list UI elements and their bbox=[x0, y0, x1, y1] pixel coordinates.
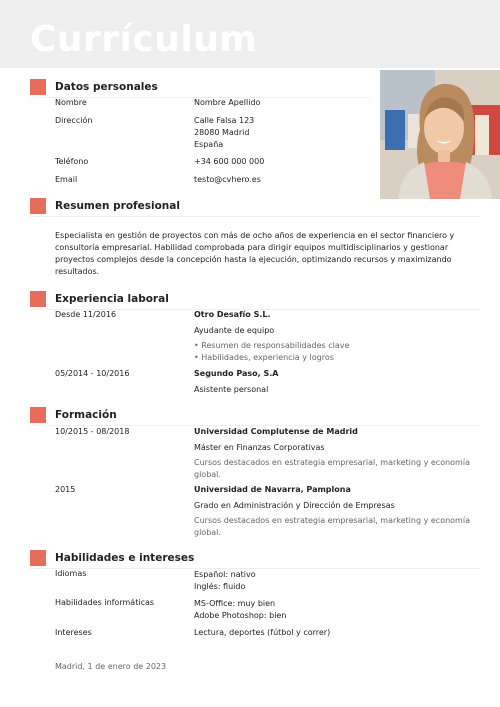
education-degree: Máster en Finanzas Corporativas bbox=[194, 443, 325, 452]
education-note: Cursos destacados en estrategia empresarial, marketing y economía global. bbox=[194, 516, 470, 537]
section-marker bbox=[30, 550, 46, 566]
education-note: Cursos destacados en estrategia empresarial, marketing y economía global. bbox=[194, 458, 470, 479]
phone-label: Teléfono bbox=[55, 157, 89, 166]
languages-value: Inglés: fluido bbox=[194, 582, 246, 591]
education-school: Universidad Complutense de Madrid bbox=[194, 427, 358, 436]
interests-label: Intereses bbox=[55, 628, 92, 637]
portrait-photo bbox=[380, 70, 500, 199]
email-value[interactable]: testo@cvhero.es bbox=[194, 175, 261, 184]
education-degree: Grado en Administración y Dirección de Empresas bbox=[194, 501, 395, 510]
address-line-2: 28080 Madrid bbox=[194, 128, 250, 137]
phone-value: +34 600 000 000 bbox=[194, 157, 265, 166]
it-skills-value: MS-Office: muy bien bbox=[194, 599, 276, 608]
job-bullet: • Habilidades, experiencia y logros bbox=[194, 353, 334, 362]
job-company: Segundo Paso, S.A bbox=[194, 369, 279, 378]
name-value: Nombre Apellido bbox=[194, 98, 261, 107]
education-dates: 2015 bbox=[55, 485, 76, 494]
section-title: Experiencia laboral bbox=[55, 293, 169, 305]
education-dates: 10/2015 - 08/2018 bbox=[55, 427, 130, 436]
name-label: Nombre bbox=[55, 98, 87, 107]
email-label: Email bbox=[55, 175, 78, 184]
education-school: Universidad de Navarra, Pamplona bbox=[194, 485, 351, 494]
section-title: Habilidades e intereses bbox=[55, 552, 195, 564]
job-company: Otro Desafío S.L. bbox=[194, 310, 271, 319]
job-dates: Desde 11/2016 bbox=[55, 310, 117, 319]
portrait-photo-image bbox=[380, 70, 500, 199]
address-line-1: Calle Falsa 123 bbox=[194, 116, 255, 125]
languages-value: Español: nativo bbox=[194, 570, 256, 579]
section-title: Resumen profesional bbox=[55, 200, 180, 212]
section-title: Datos personales bbox=[55, 81, 158, 93]
job-dates: 05/2014 - 10/2016 bbox=[55, 369, 130, 378]
job-role: Ayudante de equipo bbox=[194, 326, 275, 335]
it-skills-value: Adobe Photoshop: bien bbox=[194, 611, 287, 620]
section-marker bbox=[30, 291, 46, 307]
address-line-3: España bbox=[194, 140, 224, 149]
interests-value: Lectura, deportes (fútbol y correr) bbox=[194, 628, 331, 637]
place-date: Madrid, 1 de enero de 2023 bbox=[55, 662, 167, 671]
page-title: Currículum bbox=[30, 19, 258, 60]
section-title: Formación bbox=[55, 409, 117, 421]
header-banner bbox=[0, 0, 500, 68]
address-label: Dirección bbox=[55, 116, 93, 125]
job-role: Asistente personal bbox=[194, 385, 269, 394]
section-marker bbox=[30, 407, 46, 423]
job-bullet: • Resumen de responsabilidades clave bbox=[194, 341, 350, 350]
section-marker bbox=[30, 79, 46, 95]
section-marker bbox=[30, 198, 46, 214]
summary-text: Especialista en gestión de proyectos con más de ocho años de experiencia en el sector financiero y consultoría empresarial. Habilidad comprobada para dirigir equipos multidisciplinarios y gestionar proyectos complejos desde la concepción hasta la ejecución, optimizando recursos y maximizando resultados. bbox=[55, 231, 455, 276]
divider bbox=[30, 216, 480, 217]
it-skills-label: Habilidades informáticas bbox=[55, 598, 155, 607]
languages-label: Idiomas bbox=[55, 569, 87, 578]
